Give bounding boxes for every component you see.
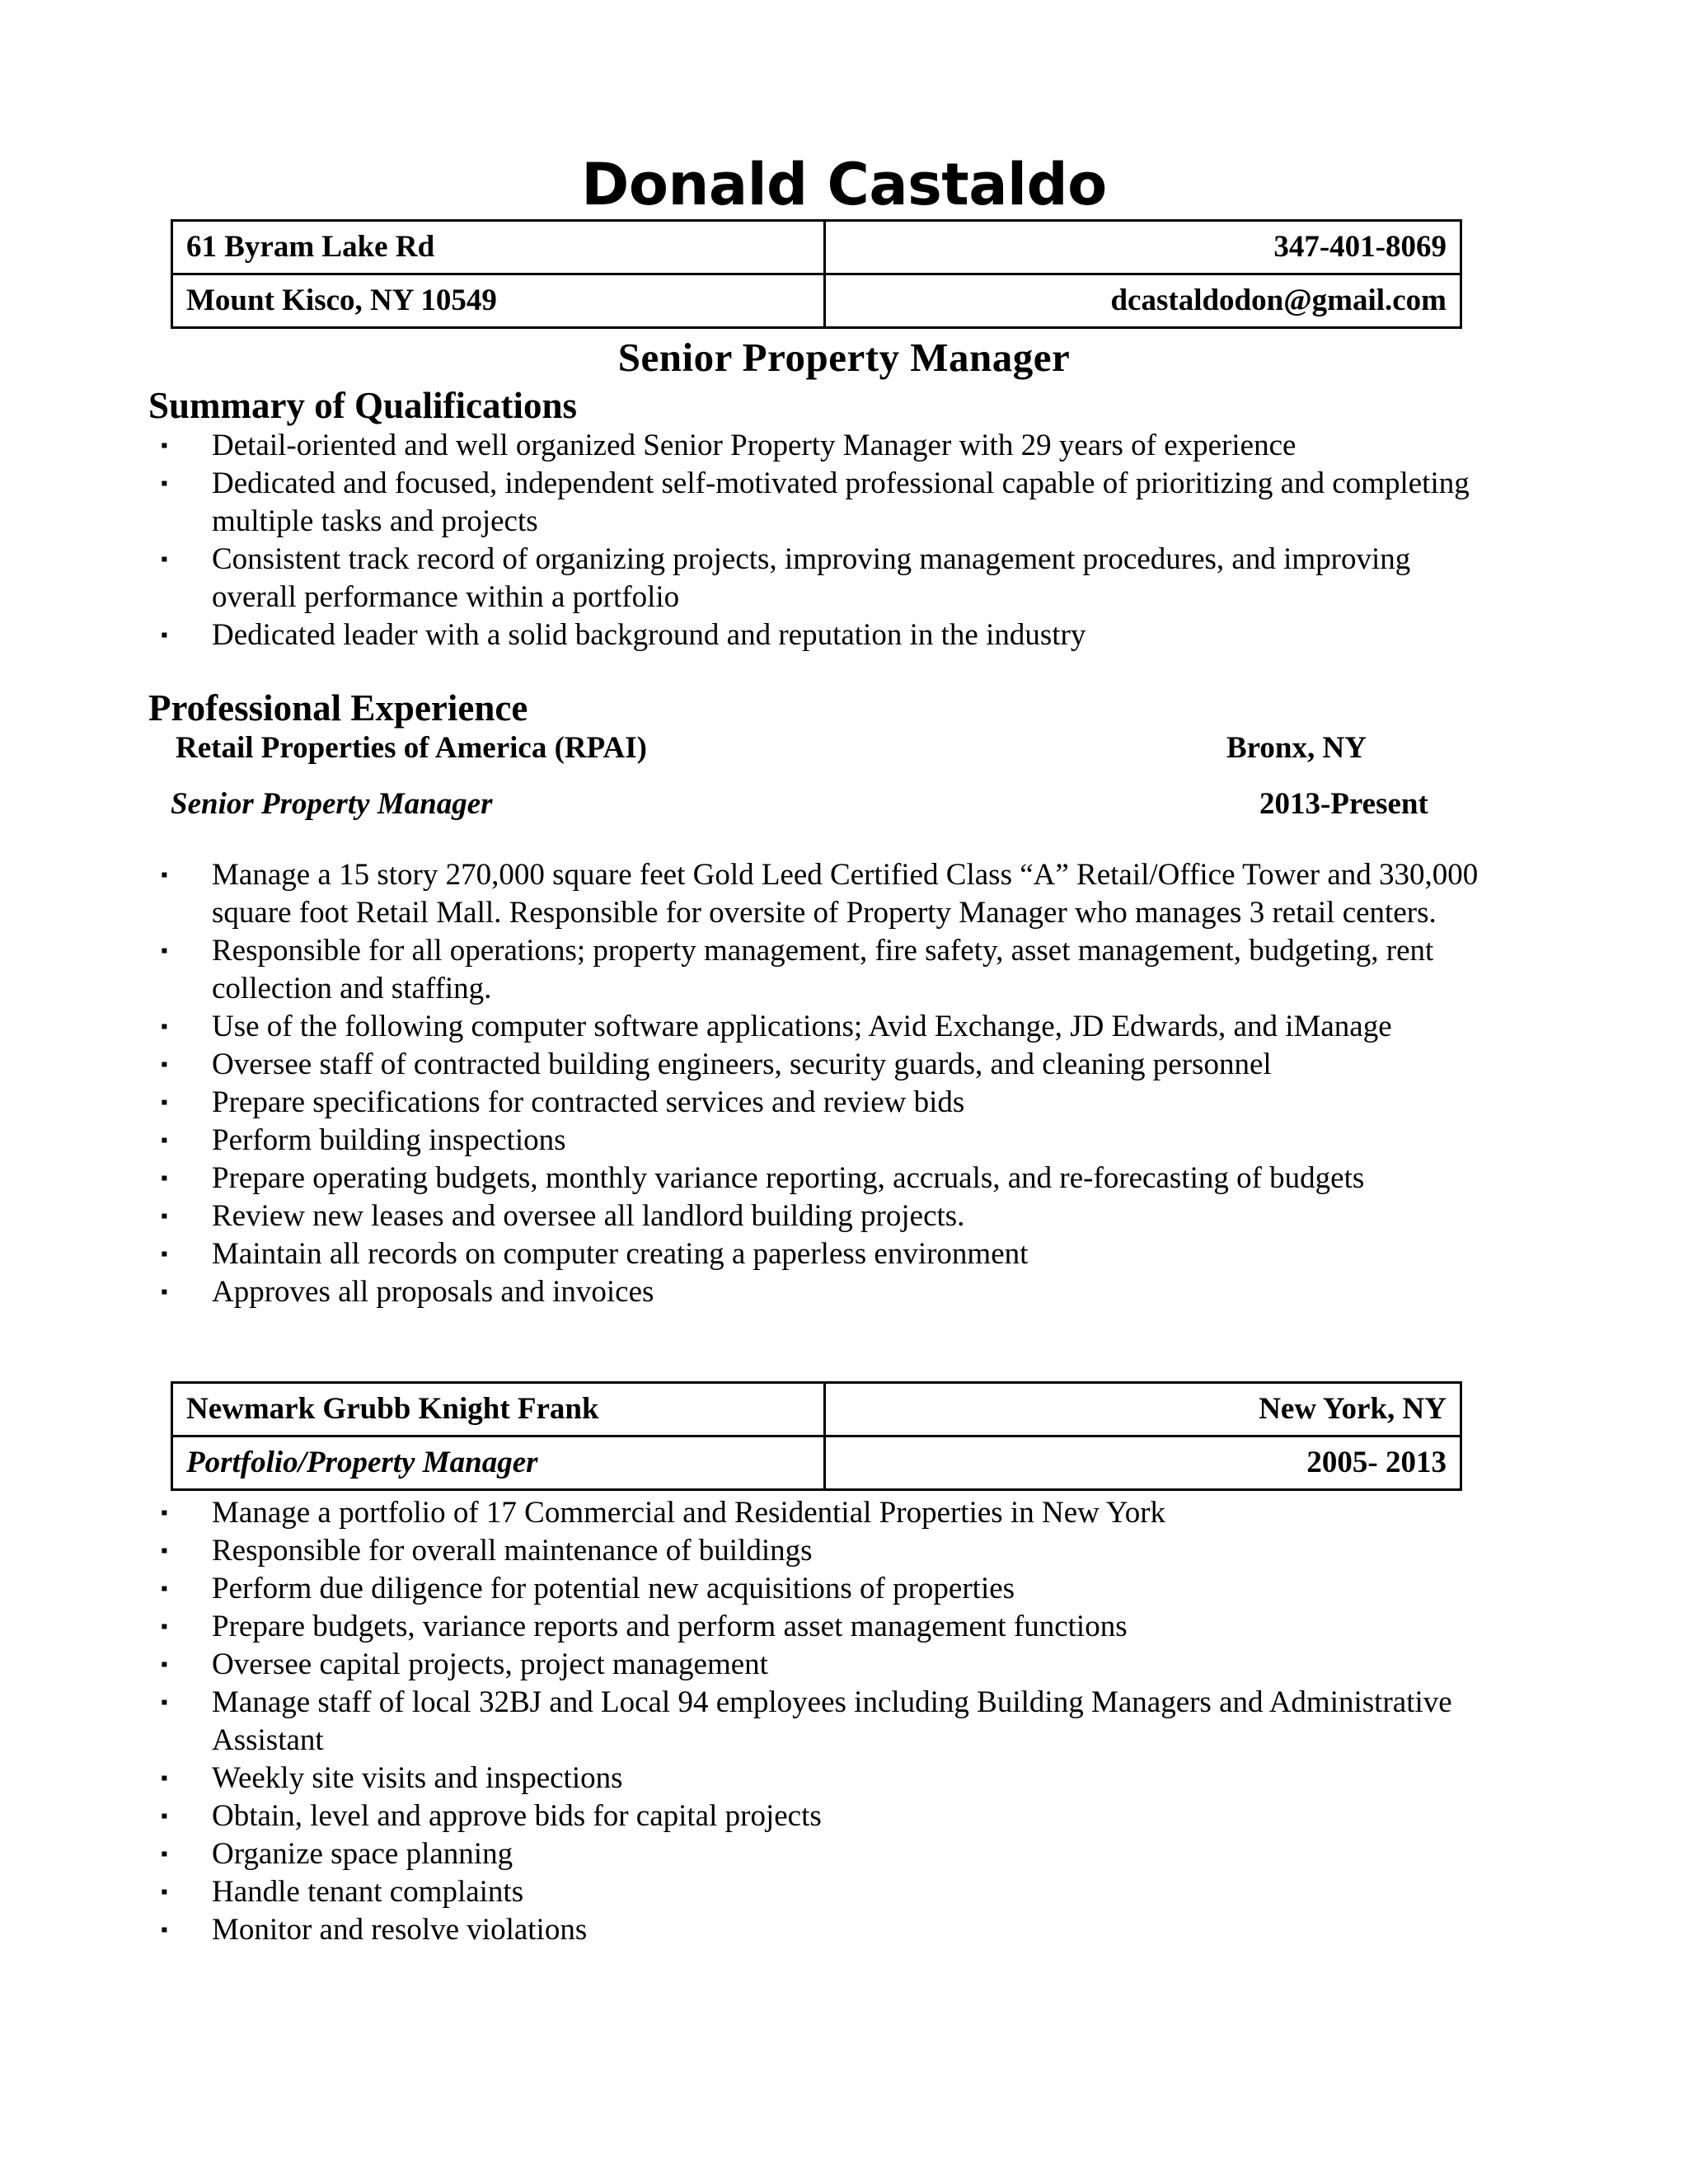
duty-item: ▪ Manage staff of local 32BJ and Local 94 employees including Building Managers and Administrative Assistant xyxy=(161,1685,1452,1757)
bullet-icon: ▪ xyxy=(161,1616,168,1638)
job-2-row-1 xyxy=(172,1383,1461,1436)
bullet-icon: ▪ xyxy=(161,1654,168,1675)
bullet-icon: ▪ xyxy=(161,1502,168,1524)
duty-item: ▪ Obtain, level and approve bids for capital projects xyxy=(148,1797,1500,1835)
job-1-location: Bronx, NY xyxy=(1226,731,1367,765)
duty-item: ▪ Responsible for overall maintenance of buildings xyxy=(148,1532,1500,1570)
duty-item: ▪ Prepare specifications for contracted services and review bids xyxy=(148,1084,1500,1122)
summary-item: ▪ Consistent track record of organizing projects, improving management procedures, and improving overall performance within a portfolio xyxy=(161,542,1411,614)
contact-row-1 xyxy=(172,221,1461,274)
bullet-icon: ▪ xyxy=(161,625,168,646)
duty-item: ▪ Perform due diligence for potential new acquisitions of properties xyxy=(148,1570,1500,1608)
duty-item: ▪ Oversee capital projects, project management xyxy=(148,1646,1500,1684)
duty-item: ▪ Prepare operating budgets, monthly variance reporting, accruals, and re-forecasting of budgets xyxy=(148,1160,1500,1197)
duty-item: ▪ Prepare budgets, variance reports and perform asset management functions xyxy=(148,1608,1500,1646)
bullet-icon: ▪ xyxy=(161,1016,168,1038)
bullet-icon: ▪ xyxy=(161,473,168,494)
bullet-icon: ▪ xyxy=(161,1919,168,1941)
contact-row-2 xyxy=(172,274,1461,328)
bullet-icon: ▪ xyxy=(161,865,168,886)
bullet-icon: ▪ xyxy=(161,1168,168,1189)
job-1-duties xyxy=(148,856,1500,1311)
bullet-icon: ▪ xyxy=(161,1206,168,1227)
duty-item: ▪ Manage a 15 story 270,000 square feet Gold Leed Certified Class “A” Retail/Office Tower and 330,000 square foot Retail Mall. Responsible for oversite of Property Manager who manages 3 retail centers. xyxy=(161,858,1479,930)
bullet-icon: ▪ xyxy=(161,1540,168,1562)
bullet-icon: ▪ xyxy=(161,1806,168,1827)
duty-item: ▪ Approves all proposals and invoices xyxy=(148,1273,1500,1311)
bullet-icon: ▪ xyxy=(161,1578,168,1600)
job-2-dates: 2005- 2013 xyxy=(825,1436,1461,1490)
duty-item: ▪ Organize space planning xyxy=(148,1835,1500,1873)
summary-list xyxy=(148,427,1500,654)
duty-item: ▪ Responsible for all operations; property management, fire safety, asset management, budgeting, rent collection and staffing. xyxy=(161,934,1434,1005)
job-1-role: Senior Property Manager xyxy=(171,787,493,821)
job-2-company: Newmark Grubb Knight Frank xyxy=(172,1383,825,1436)
job-2-location: New York, NY xyxy=(825,1383,1461,1436)
experience-heading: Professional Experience xyxy=(148,687,528,729)
duty-item: ▪ Oversee staff of contracted building engineers, security guards, and cleaning personnel xyxy=(148,1046,1500,1084)
job-2-header-table xyxy=(171,1381,1462,1491)
job-2-duties xyxy=(148,1494,1500,1949)
duty-item: ▪ Manage a portfolio of 17 Commercial and Residential Properties in New York xyxy=(148,1494,1500,1532)
address-line-1: 61 Byram Lake Rd xyxy=(172,221,825,274)
duty-item: ▪ Review new leases and oversee all landlord building projects. xyxy=(148,1197,1500,1235)
bullet-icon: ▪ xyxy=(161,1882,168,1903)
contact-table xyxy=(171,219,1462,329)
duty-item: ▪ Handle tenant complaints xyxy=(148,1873,1500,1911)
job-2-row-2 xyxy=(172,1436,1461,1490)
phone-number: 347-401-8069 xyxy=(825,221,1461,274)
bullet-icon: ▪ xyxy=(161,435,168,457)
email-address: dcastaldodon@gmail.com xyxy=(825,274,1461,328)
summary-item: ▪ Dedicated and focused, independent self-motivated professional capable of prioritizing and completing multiple tasks and projects xyxy=(161,466,1470,538)
duty-item: ▪ Weekly site visits and inspections xyxy=(148,1760,1500,1797)
job-1-dates: 2013-Present xyxy=(1259,787,1428,821)
job-2-role: Portfolio/Property Manager xyxy=(172,1436,825,1490)
bullet-icon: ▪ xyxy=(161,1130,168,1151)
bullet-icon: ▪ xyxy=(161,1244,168,1265)
duty-item: ▪ Maintain all records on computer creating a paperless environment xyxy=(148,1235,1500,1273)
address-line-2: Mount Kisco, NY 10549 xyxy=(172,274,825,328)
bullet-icon: ▪ xyxy=(161,549,168,570)
duty-item: ▪ Perform building inspections xyxy=(148,1122,1500,1160)
duty-item: ▪ Use of the following computer software applications; Avid Exchange, JD Edwards, and iManage xyxy=(148,1008,1500,1046)
bullet-icon: ▪ xyxy=(161,1282,168,1303)
summary-item: ▪ Dedicated leader with a solid background and reputation in the industry xyxy=(148,616,1500,654)
duty-item: ▪ Monitor and resolve violations xyxy=(148,1911,1500,1949)
bullet-icon: ▪ xyxy=(161,1054,168,1076)
bullet-icon: ▪ xyxy=(161,1692,168,1713)
summary-heading: Summary of Qualifications xyxy=(148,385,578,426)
bullet-icon: ▪ xyxy=(161,940,168,962)
bullet-icon: ▪ xyxy=(161,1092,168,1113)
bullet-icon: ▪ xyxy=(161,1844,168,1865)
summary-item: ▪ Detail-oriented and well organized Senior Property Manager with 29 years of experience xyxy=(148,427,1500,465)
bullet-icon: ▪ xyxy=(161,1768,168,1789)
candidate-name: Donald Castaldo xyxy=(581,151,1107,218)
job-title: Senior Property Manager xyxy=(617,335,1071,380)
job-1-company: Retail Properties of America (RPAI) xyxy=(176,731,647,765)
